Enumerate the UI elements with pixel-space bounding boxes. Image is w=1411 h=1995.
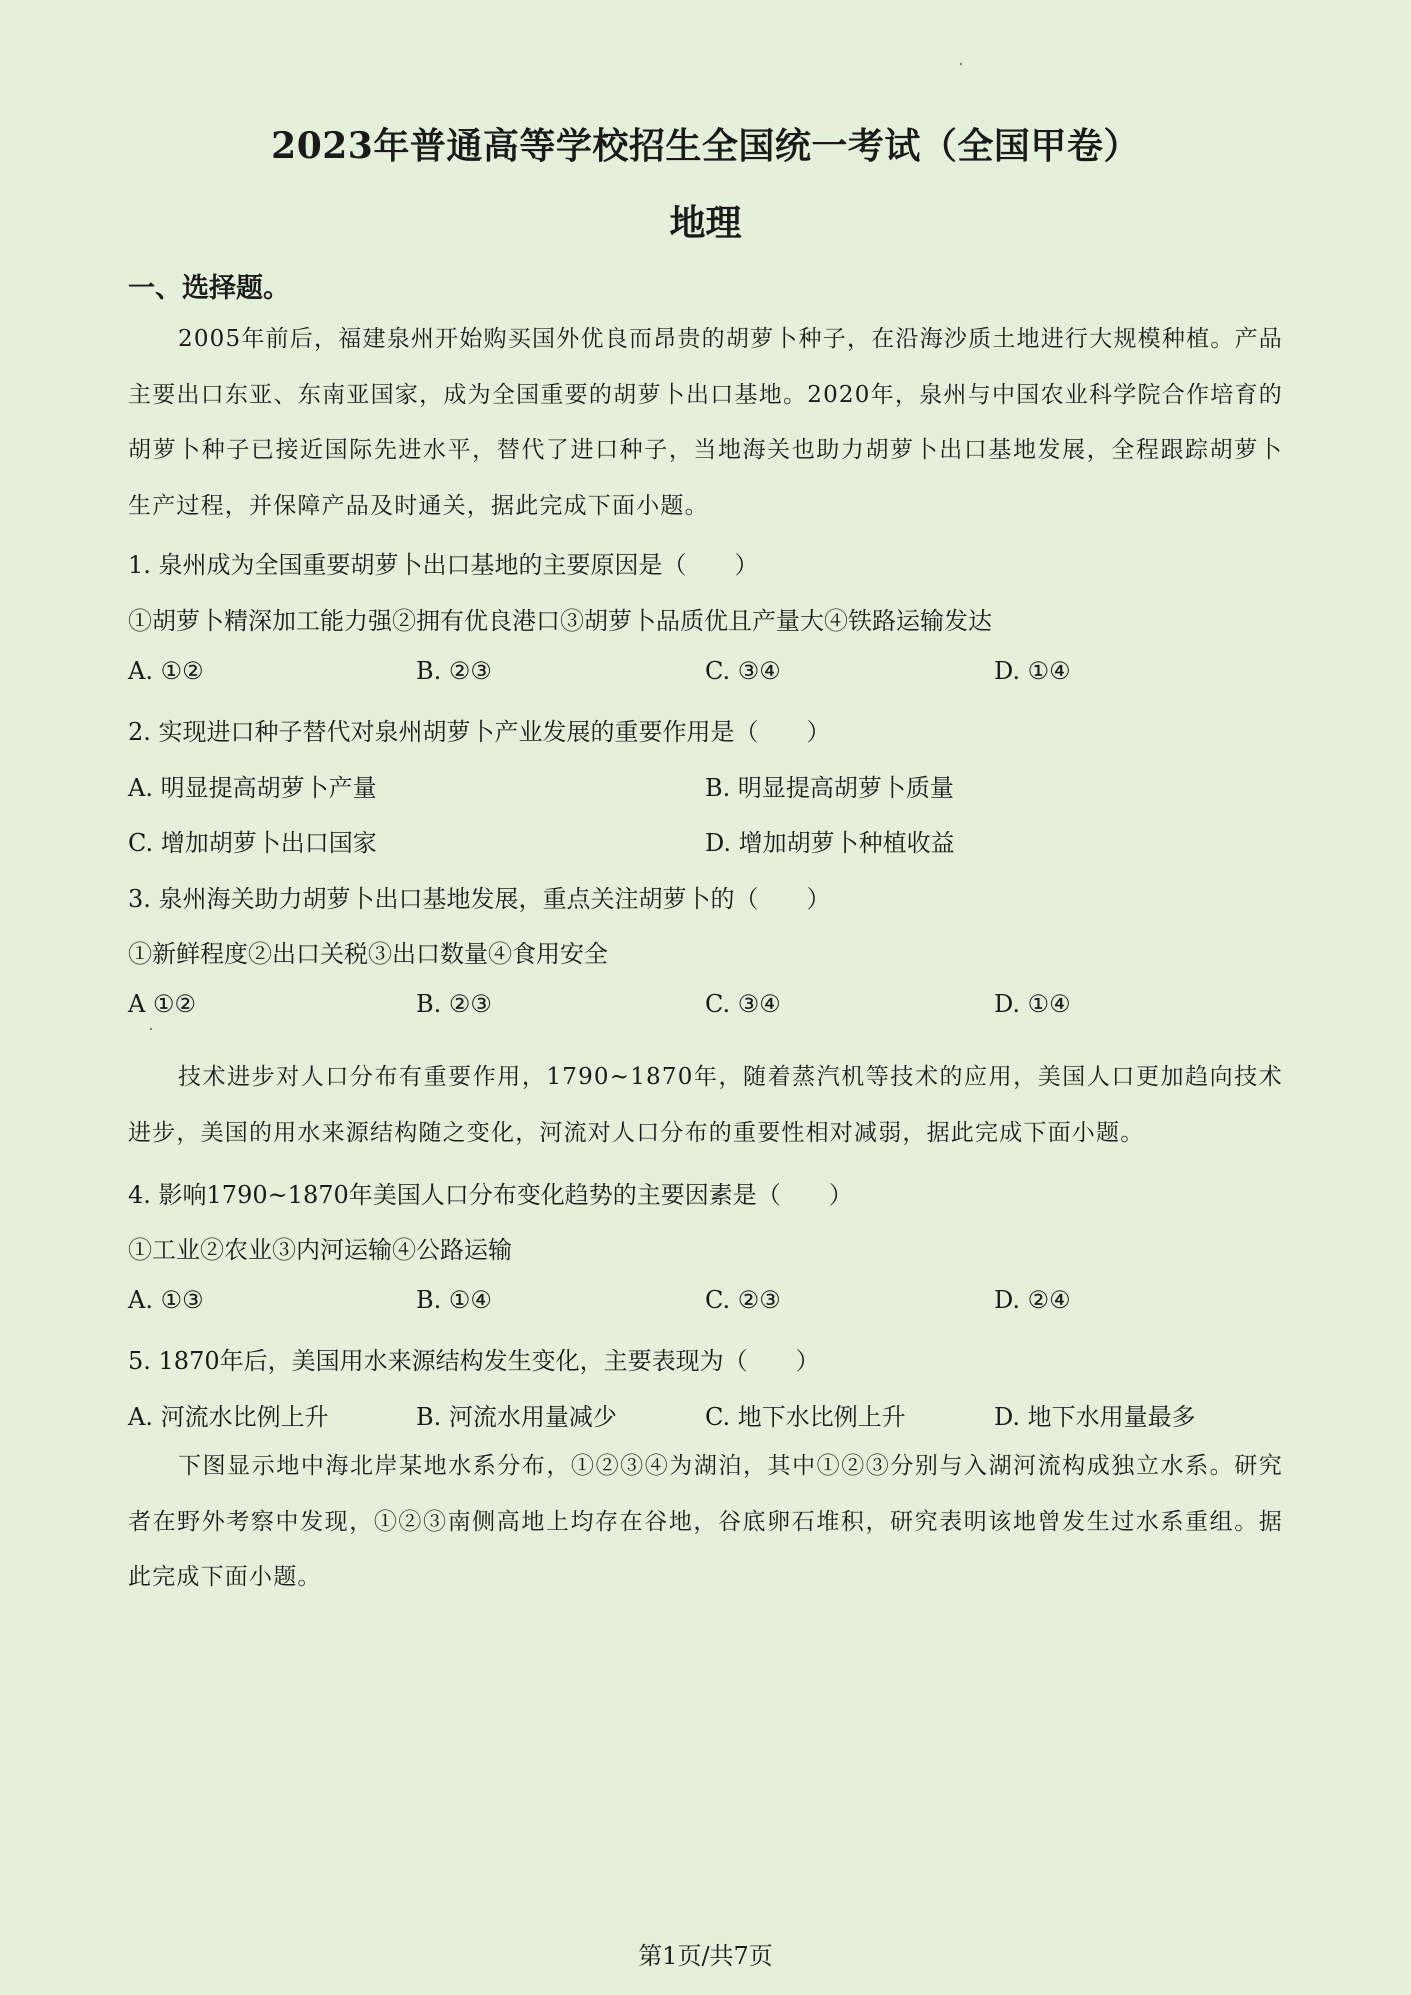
- passage-us-population: 技术进步对人口分布有重要作用，1790~1870年，随着蒸汽机等技术的应用，美国人口更加趋向技术进步，美国的用水来源结构随之变化，河流对人口分布的重要性相对减弱，据此完成下面小题。: [128, 1064, 1283, 1146]
- question-4-option-a: A. ①③: [128, 1286, 204, 1314]
- question-5-option-c: C. 地下水比例上升: [705, 1403, 906, 1431]
- question-2-option-d: D. 增加胡萝卜种植收益: [705, 829, 955, 857]
- question-3-option-b: B. ②③: [416, 990, 492, 1018]
- speck-mark: [960, 63, 962, 65]
- question-4-stem: 4. 影响1790~1870年美国人口分布变化趋势的主要因素是（ ）: [128, 1181, 853, 1209]
- question-1-items: ①胡萝卜精深加工能力强②拥有优良港口③胡萝卜品质优且产量大④铁路运输发达: [128, 607, 992, 635]
- passage-water-system: 下图显示地中海北岸某地水系分布，①②③④为湖泊，其中①②③分别与入湖河流构成独立水系。研究者在野外考察中发现，①②③南侧高地上均存在谷地，谷底卵石堆积，研究表明该地曾发生过水系重组。据此完成下面小题。: [128, 1453, 1283, 1590]
- question-2-option-b: B. 明显提高胡萝卜质量: [705, 774, 954, 802]
- question-2-stem: 2. 实现进口种子替代对泉州胡萝卜产业发展的重要作用是（ ）: [128, 718, 831, 746]
- exam-title: 2023年普通高等学校招生全国统一考试（全国甲卷）: [271, 125, 1140, 167]
- question-1-option-c: C. ③④: [705, 657, 781, 685]
- question-5-option-a: A. 河流水比例上升: [128, 1403, 329, 1431]
- passage-carrot: 2005年前后，福建泉州开始购买国外优良而昂贵的胡萝卜种子，在沿海沙质土地进行大规模种植。产品主要出口东亚、东南亚国家，成为全国重要的胡萝卜出口基地。2020年，泉州与中国农业科学院合作培育的胡萝卜种子已接近国际先进水平，替代了进口种子，当地海关也助力胡萝卜出口基地发展，全程跟踪胡萝卜生产过程，并保障产品及时通关，据此完成下面小题。: [128, 326, 1283, 519]
- question-3-option-d: D. ①④: [994, 990, 1071, 1018]
- question-1-option-d: D. ①④: [994, 657, 1071, 685]
- section-heading: 一、选择题。: [128, 273, 290, 304]
- question-3-option-c: C. ③④: [705, 990, 781, 1018]
- question-2-option-a: A. 明显提高胡萝卜产量: [128, 774, 377, 802]
- page-number: 第1页/共7页: [638, 1942, 773, 1970]
- question-1-stem: 1. 泉州成为全国重要胡萝卜出口基地的主要原因是（ ）: [128, 551, 759, 579]
- question-3-option-a: A ①②: [128, 990, 196, 1018]
- speck-mark: [150, 1028, 152, 1030]
- question-2-option-c: C. 增加胡萝卜出口国家: [128, 829, 377, 857]
- question-4-items: ①工业②农业③内河运输④公路运输: [128, 1236, 512, 1264]
- question-3-items: ①新鲜程度②出口关税③出口数量④食用安全: [128, 940, 608, 968]
- question-5-option-d: D. 地下水用量最多: [994, 1403, 1196, 1431]
- question-4-option-c: C. ②③: [705, 1286, 781, 1314]
- question-5-stem: 5. 1870年后，美国用水来源结构发生变化，主要表现为（ ）: [128, 1347, 820, 1375]
- question-1-option-b: B. ②③: [416, 657, 492, 685]
- question-5-option-b: B. 河流水用量减少: [416, 1403, 617, 1431]
- question-4-option-d: D. ②④: [994, 1286, 1071, 1314]
- question-3-stem: 3. 泉州海关助力胡萝卜出口基地发展，重点关注胡萝卜的（ ）: [128, 885, 831, 913]
- question-4-option-b: B. ①④: [416, 1286, 492, 1314]
- subject-title: 地理: [669, 202, 742, 244]
- question-1-option-a: A. ①②: [128, 657, 204, 685]
